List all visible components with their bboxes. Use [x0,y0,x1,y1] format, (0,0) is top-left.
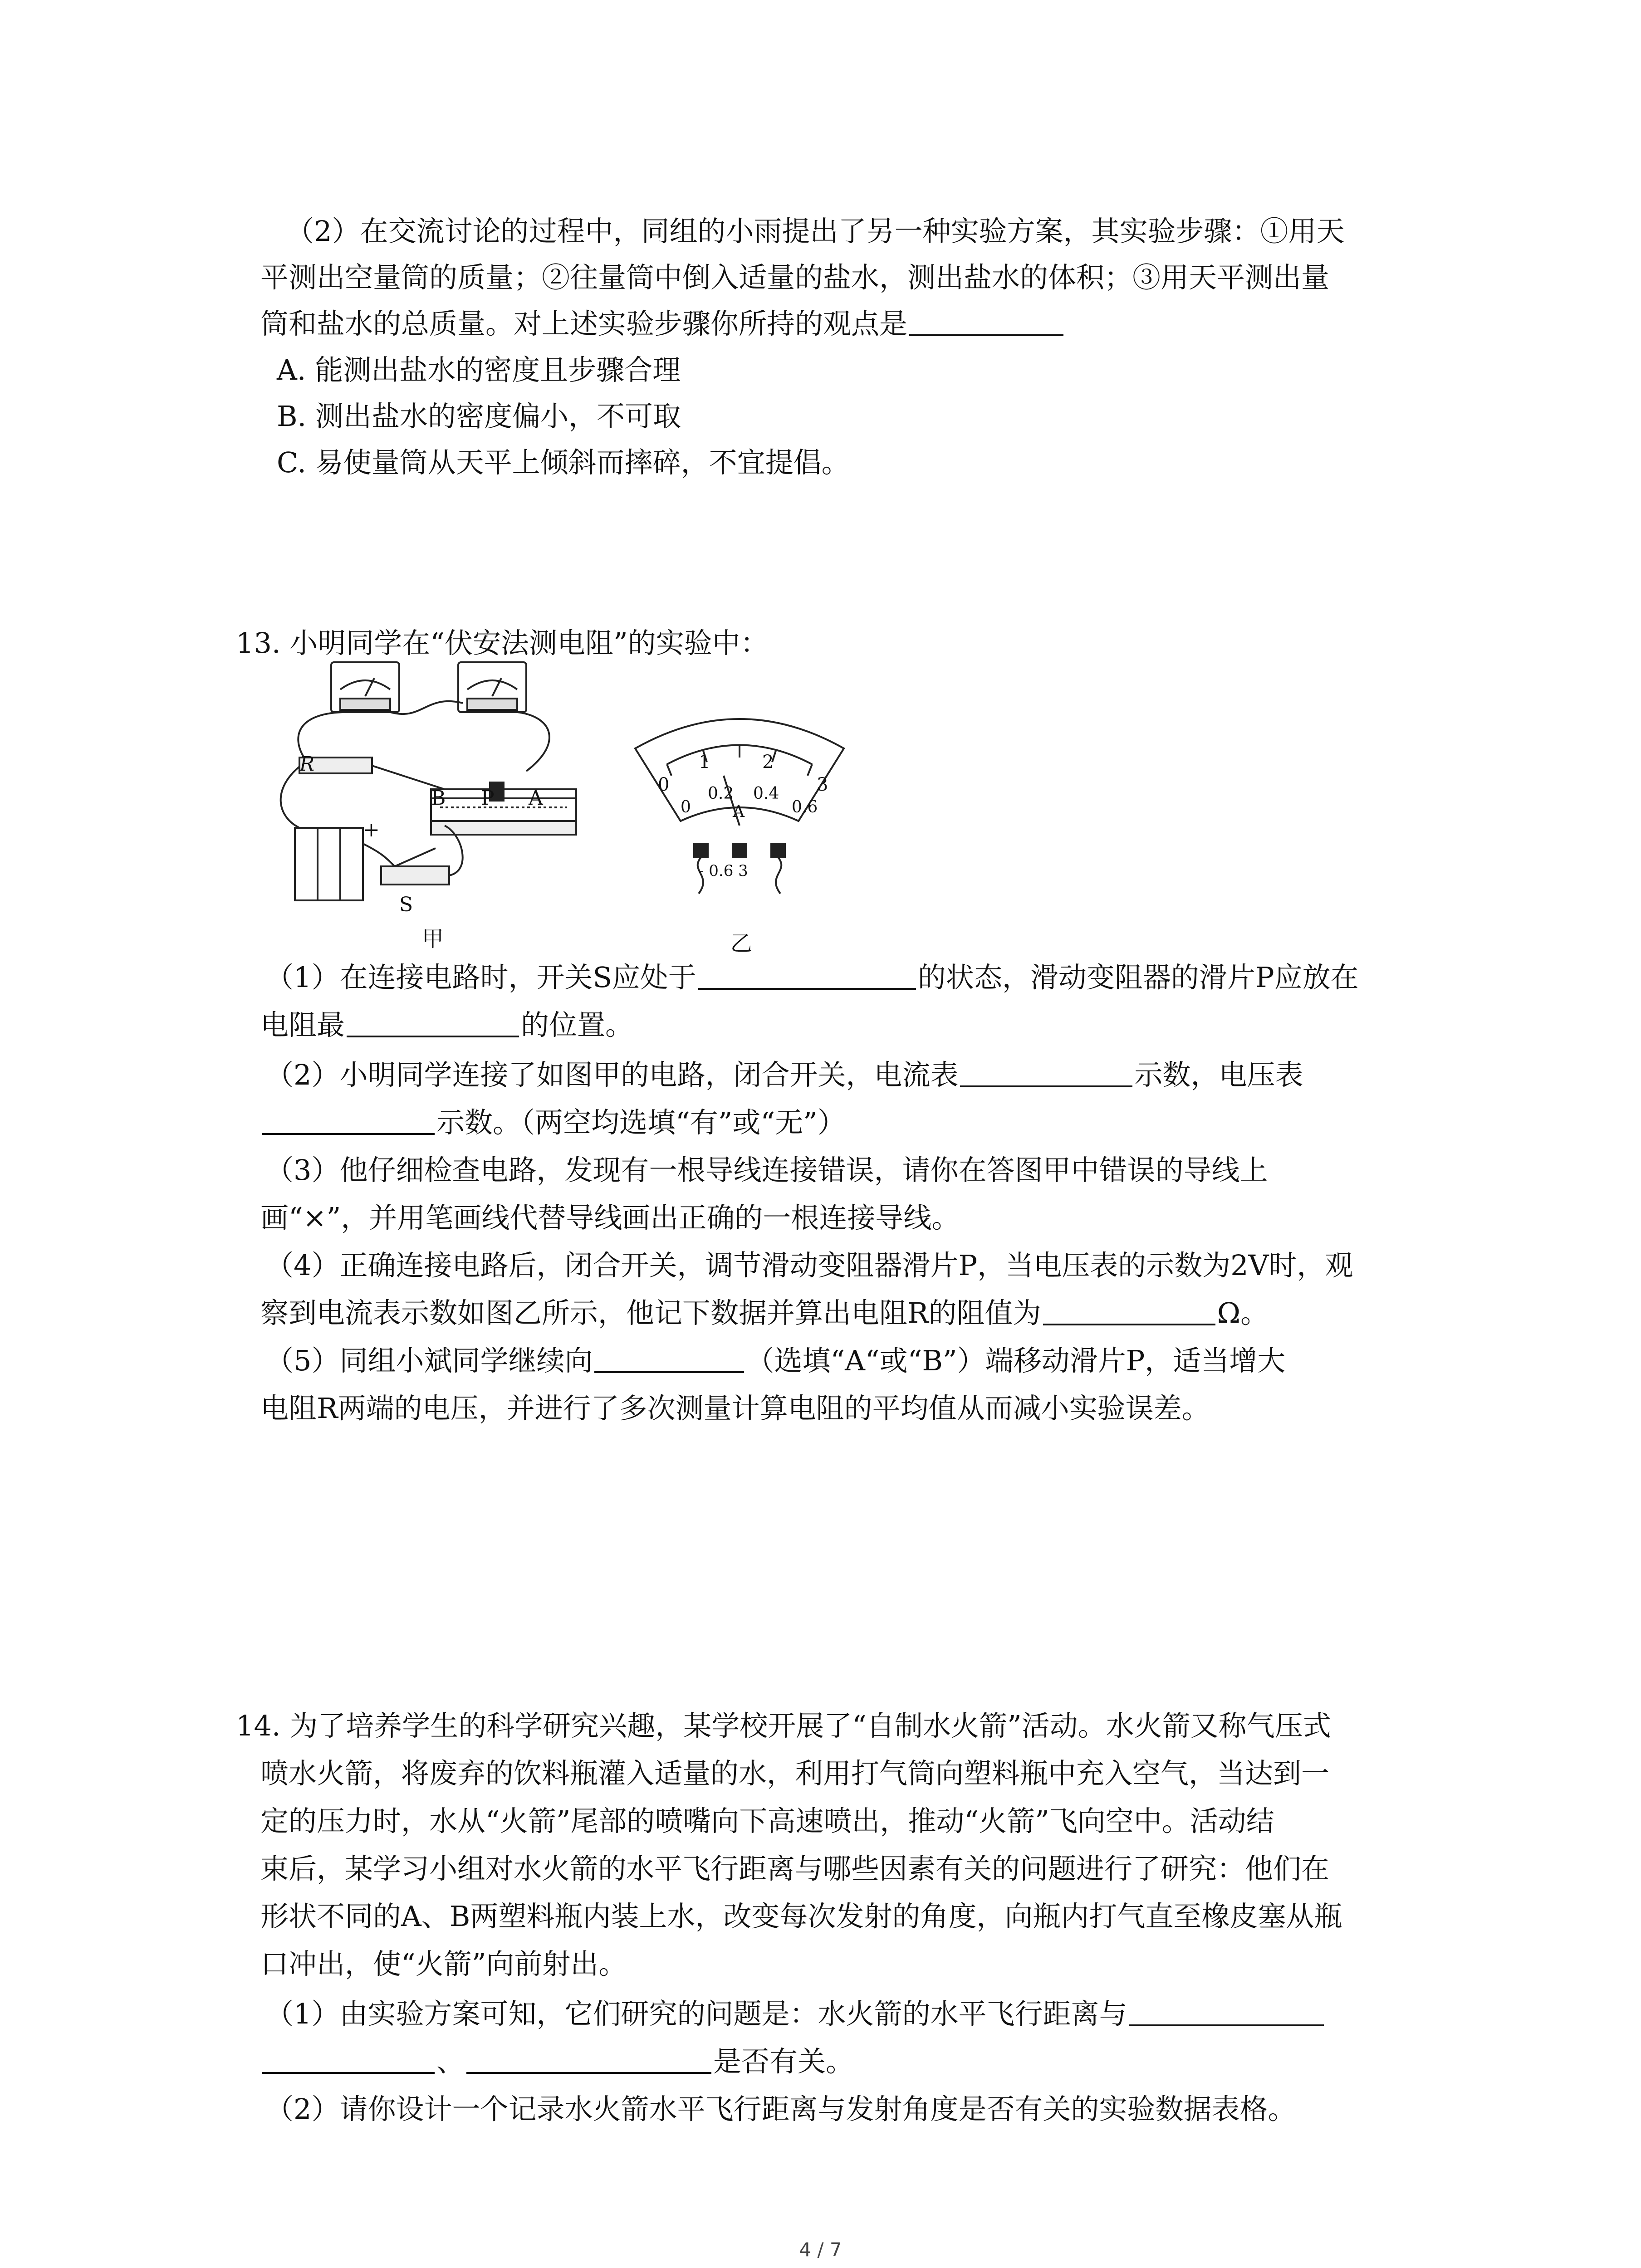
q12-p2-line1: （2）在交流讨论的过程中，同组的小雨提出了另一种实验方案，其实验步骤：①用天 [286,215,1345,248]
q13-p2-line2 [260,1105,846,1141]
q13-p4-line1: （4）正确连接电路后，闭合开关，调节滑动变阻器滑片P，当电压表的示数为2V时，观 [265,1249,1353,1282]
q13-p2-text-b: 示数，电压表 [1134,1058,1303,1091]
dial-tick-top-1: 1 [699,752,710,772]
answer-blank[interactable] [909,306,1063,336]
dial-tick-bottom-2: 0.4 [753,784,779,803]
q13-p1-line1 [265,959,1359,996]
resistor-label-r: R [299,753,315,776]
page-number: 4 / 7 [799,2239,842,2261]
q14-p2: （2）请你设计一个记录水火箭水平飞行距离与发射角度是否有关的实验数据表格。 [265,2092,1296,2126]
q13-p1-text-d: 的位置。 [521,1008,634,1041]
rheostat-label-a: A [529,787,543,810]
q14-p1-line1 [265,1996,1326,2032]
q13-stem: 13. 小明同学在“伏安法测电阻”的实验中： [236,626,769,660]
rheostat-label-b: B [431,787,446,810]
dial-tick-bottom-3: 0.6 [792,798,818,816]
q14-p1-separator: 、 [436,2045,465,2078]
q14-line3: 定的压力时，水从“火箭”尾部的喷嘴向下高速喷出，推动“火箭”飞向空中。活动结 [260,1804,1274,1838]
q13-p3-line1: （3）他仔细检查电路，发现有一根导线连接错误，请你在答图甲中错误的导线上 [265,1154,1268,1187]
q13-p4-text-b: 察到电流表示数如图乙所示，他记下数据并算出电阻R的阻值为 [260,1296,1041,1330]
q13-p5-text-a: （5）同组小斌同学继续向 [265,1344,593,1377]
dial-tick-bottom-1: 0.2 [708,784,734,803]
answer-blank[interactable] [1129,1996,1324,2026]
answer-blank[interactable] [262,1105,435,1135]
dial-unit-label: A [733,802,745,821]
q14-line5: 形状不同的A、B两塑料瓶内装上水，改变每次发射的角度，向瓶内打气直至橡皮塞从瓶 [260,1900,1342,1933]
figure-caption-jia: 甲 [422,926,444,952]
answer-blank[interactable] [594,1343,744,1373]
q13-p1-text-b: 的状态，滑动变阻器的滑片P应放在 [917,961,1359,994]
switch-label-s: S [399,893,413,916]
dial-terminal-labels: - 0.6 3 [699,862,748,880]
dial-tick-top-2: 2 [762,752,774,772]
q12-p2-line3-text: 筒和盐水的总质量。对上述实验步骤你所持的观点是 [260,307,908,340]
q13-p2-line1 [265,1057,1303,1093]
answer-blank[interactable] [466,2044,711,2074]
q14-p1-text-end: 是否有关。 [713,2045,854,2078]
q12-option-a: A. 能测出盐水的密度且步骤合理 [277,353,681,386]
q13-p5-line1 [265,1343,1285,1379]
q14-line1: 14. 为了培养学生的科学研究兴趣，某学校开展了“自制水火箭”活动。水火箭又称气压式 [236,1709,1331,1742]
q14-p1-text-a: （1）由实验方案可知，它们研究的问题是：水火箭的水平飞行距离与 [265,1997,1127,2030]
answer-blank[interactable] [698,960,916,990]
q12-option-b: B. 测出盐水的密度偏小，不可取 [277,400,681,433]
q13-p1-text-c: 电阻最 [260,1008,345,1041]
q14-p1-line2 [260,2043,854,2080]
q13-p5-line2: 电阻R两端的电压，并进行了多次测量计算电阻的平均值从而减小实验误差。 [260,1392,1210,1425]
dial-tick-top-0: 0 [658,774,670,795]
q13-p2-text-c: 示数。（两空均选填“有”或“无”） [436,1106,846,1139]
q13-p4-line2 [260,1295,1269,1331]
battery-label-plus: + [363,818,380,841]
answer-blank[interactable] [262,2044,435,2074]
q13-p4-text-c: Ω。 [1217,1296,1269,1330]
q14-line4: 束后，某学习小组对水火箭的水平飞行距离与哪些因素有关的问题进行了研究：他们在 [260,1852,1330,1885]
q12-p2-line2: 平测出空量筒的质量；②往量筒中倒入适量的盐水，测出盐水的体积；③用天平测出量 [260,261,1330,294]
q12-p2-line3 [260,306,1065,342]
q13-p2-text-a: （2）小明同学连接了如图甲的电路，闭合开关，电流表 [265,1058,959,1091]
dial-tick-top-3: 3 [817,774,828,795]
q13-p3-line2: 画“×”，并用笔画线代替导线画出正确的一根连接导线。 [260,1201,960,1234]
q14-line6: 口冲出，使“火箭”向前射出。 [260,1947,627,1980]
q12-option-c: C. 易使量筒从天平上倾斜而摔碎，不宜提倡。 [277,446,850,479]
q13-p1-text-a: （1）在连接电路时，开关S应处于 [265,961,696,994]
q14-line2: 喷水火箭，将废弃的饮料瓶灌入适量的水，利用打气筒向塑料瓶中充入空气，当达到一 [260,1757,1330,1790]
figure-caption-yi: 乙 [730,931,753,956]
answer-blank[interactable] [960,1057,1132,1087]
q13-p5-text-b: （选填“A“或“B”）端移动滑片P，适当增大 [746,1344,1286,1377]
rheostat-label-p: P [481,787,495,810]
answer-blank[interactable] [347,1007,519,1037]
q13-p1-line2 [260,1007,633,1043]
dial-tick-bottom-0: 0 [681,798,691,816]
answer-blank[interactable] [1043,1295,1215,1325]
